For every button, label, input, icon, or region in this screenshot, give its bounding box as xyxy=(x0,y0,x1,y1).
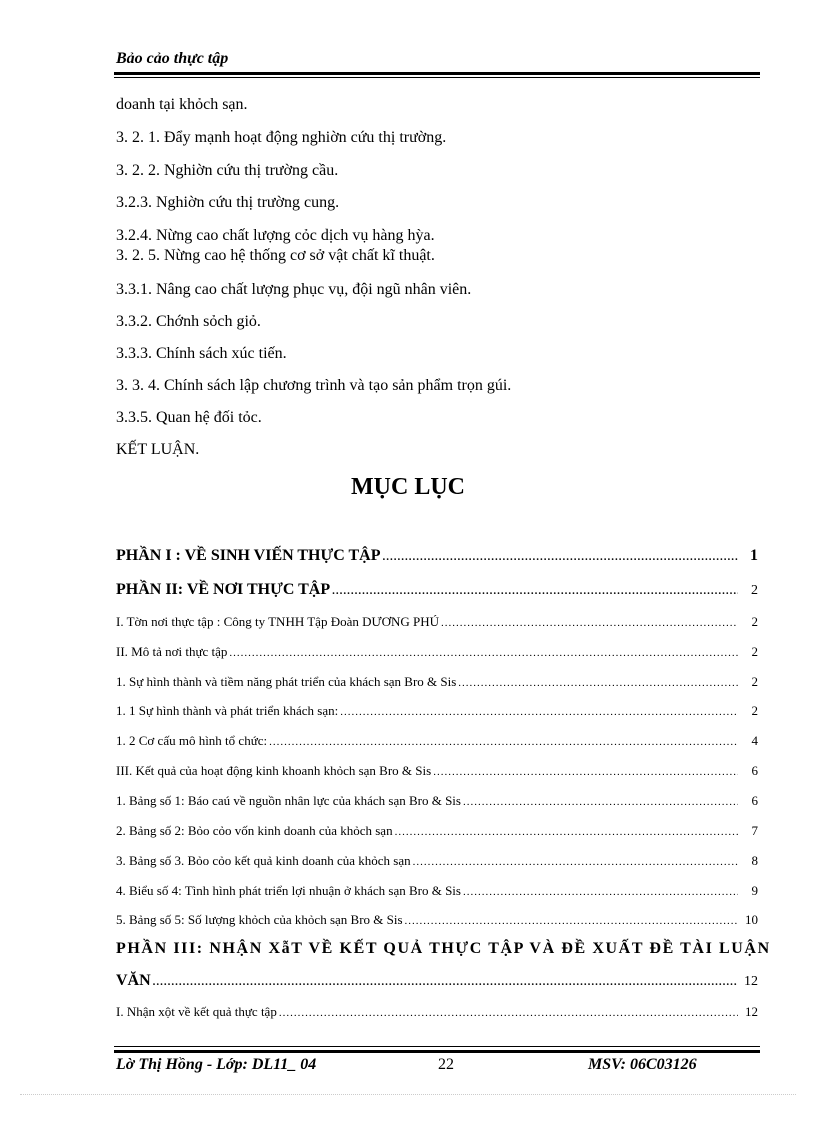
toc-entry-label: 1. Sự hình thành và tiềm năng phát triển của khách sạn Bro & Sis xyxy=(116,674,457,689)
toc-entry-page: 8 xyxy=(751,853,758,868)
toc-entry-page: 1 xyxy=(750,547,758,564)
dot-leader xyxy=(153,976,738,988)
toc-entry[interactable] xyxy=(116,912,758,928)
toc-entry-label: II. Mô tả nơi thực tập xyxy=(116,644,228,659)
toc-entry[interactable] xyxy=(116,823,758,839)
dot-leader xyxy=(433,766,738,778)
toc-entry-page: 7 xyxy=(751,823,758,838)
toc-continued-line: doanh tại khỏch sạn. xyxy=(116,96,248,113)
footer-page-number: 22 xyxy=(438,1056,454,1073)
toc-continued-line: 3.3.3. Chính sách xúc tiến. xyxy=(116,345,287,362)
toc-entry[interactable] xyxy=(116,853,758,869)
toc-continued-line: 3.2.3. Nghiờn cứu thị trường cung. xyxy=(116,194,340,211)
toc-entry-page: 12 xyxy=(745,1004,758,1019)
header-title: Bảo cảo thực tập xyxy=(116,50,229,67)
toc-entry-label: 1. Bảng số 1: Báo caú về nguồn nhân lực của khách sạn Bro & Sis xyxy=(116,793,461,808)
toc-continued-line: 3. 2. 2. Nghiờn cứu thị trường cầu. xyxy=(116,162,339,179)
toc-entry[interactable] xyxy=(116,733,758,749)
toc-title: MỤC LỤC xyxy=(351,474,465,500)
dot-leader xyxy=(229,647,738,659)
toc-entry[interactable] xyxy=(116,547,758,565)
toc-entry-label: 5. Bảng số 5: Số lượng khỏch của khỏch sạn Bro & Sis xyxy=(116,912,403,927)
toc-entry-label: I. Tờn nơi thực tập : Công ty TNHH Tập Đoàn DƯƠNG PHÚ xyxy=(116,614,440,629)
toc-continued-line: 3.3.1. Nâng cao chất lượng phục vụ, đội ngũ nhân viên. xyxy=(116,281,472,298)
dot-leader xyxy=(279,1007,738,1019)
toc-entry[interactable] xyxy=(116,972,758,990)
dot-leader xyxy=(413,856,738,868)
toc-entry-page: 2 xyxy=(751,583,758,598)
toc-entry-page: 2 xyxy=(751,703,758,718)
dot-leader xyxy=(458,677,738,689)
toc-continued-line: 3. 3. 4. Chính sách lập chương trình và tạo sản phẩm trọn gúi. xyxy=(116,377,512,394)
dot-leader xyxy=(405,915,738,927)
dot-leader xyxy=(332,585,738,597)
toc-entry-label: I. Nhận xột về kết quả thực tập xyxy=(116,1004,277,1019)
dot-leader xyxy=(395,826,738,838)
footer-rule-thick xyxy=(114,1050,760,1053)
toc-entry-label: PHẦN II: VỀ NƠI THỰC TẬP xyxy=(116,581,331,598)
toc-entry-label: PHẦN III: NHẬN XẫT VỀ KẾT QUẢ THỰC TẬP VÀ ĐỀ XUẤT ĐỀ TÀI LUẬN xyxy=(116,940,771,957)
toc-continued-line: 3. 2. 5. Nừng cao hệ thống cơ sở vật chất kĩ thuật. xyxy=(116,247,435,264)
toc-entry-page: 2 xyxy=(751,674,758,689)
page-boundary xyxy=(20,1094,796,1095)
toc-entry[interactable] xyxy=(116,763,758,779)
toc-entry-page: 6 xyxy=(751,763,758,778)
dot-leader xyxy=(463,796,738,808)
toc-continued-line: KẾT LUẬN. xyxy=(116,441,200,458)
footer-rule-thin xyxy=(114,1046,760,1047)
toc-entry-label: 1. 1 Sự hình thành và phát triển khách sạn: xyxy=(116,703,339,718)
toc-entry-label: PHẦN I : VỀ SINH VIẾN THỰC TẬP xyxy=(116,547,381,564)
toc-entry-label: 1. 2 Cơ cấu mô hình tổ chức: xyxy=(116,733,268,748)
toc-entry-label: VĂN xyxy=(116,972,151,989)
toc-entry[interactable] xyxy=(116,614,758,630)
toc-entry-label: 2. Bảng số 2: Bỏo cỏo vốn kinh doanh của khỏch sạn xyxy=(116,823,393,838)
dot-leader xyxy=(340,706,738,718)
footer-author: Lờ Thị Hồng - Lớp: DL11_ 04 xyxy=(116,1056,317,1073)
toc-entry-page: 2 xyxy=(751,614,758,629)
toc-entry-label: 4. Biểu số 4: Tình hình phát triển lợi nhuận ở khách sạn Bro & Sis xyxy=(116,883,461,898)
dot-leader xyxy=(383,551,739,563)
toc-entry-label: 3. Bảng số 3. Bỏo cỏo kết quả kinh doanh của khỏch sạn xyxy=(116,853,411,868)
toc-entry-page: 10 xyxy=(745,912,758,927)
toc-entry-page: 12 xyxy=(744,974,758,989)
toc-entry[interactable] xyxy=(116,793,758,809)
toc-continued-line: 3.3.5. Quan hệ đối tỏc. xyxy=(116,409,262,426)
toc-continued-line: 3.3.2. Chớnh sỏch giỏ. xyxy=(116,313,261,330)
toc-continued-line: 3.2.4. Nừng cao chất lượng cỏc dịch vụ hàng hỳa. xyxy=(116,227,435,244)
toc-entry[interactable] xyxy=(116,1004,758,1020)
toc-entry[interactable] xyxy=(116,703,758,719)
footer-student-id: MSV: 06C03126 xyxy=(588,1056,697,1073)
toc-entry-page: 2 xyxy=(751,644,758,659)
header-rule-thin xyxy=(114,77,760,78)
header-rule-thick xyxy=(114,72,760,75)
dot-leader xyxy=(463,886,738,898)
toc-entry[interactable] xyxy=(116,940,771,958)
toc-entry-page: 4 xyxy=(751,733,758,748)
toc-entry-page: 6 xyxy=(751,793,758,808)
dot-leader xyxy=(441,617,738,629)
toc-entry[interactable] xyxy=(116,674,758,690)
toc-entry[interactable] xyxy=(116,581,758,599)
toc-entry-page: 9 xyxy=(751,883,758,898)
dot-leader xyxy=(269,736,738,748)
toc-entry[interactable] xyxy=(116,883,758,899)
toc-entry[interactable] xyxy=(116,644,758,660)
toc-continued-line: 3. 2. 1. Đẩy mạnh hoạt động nghiờn cứu thị trường. xyxy=(116,129,447,146)
toc-entry-label: III. Kết quả của hoạt động kinh khoanh khỏch sạn Bro & Sis xyxy=(116,763,432,778)
